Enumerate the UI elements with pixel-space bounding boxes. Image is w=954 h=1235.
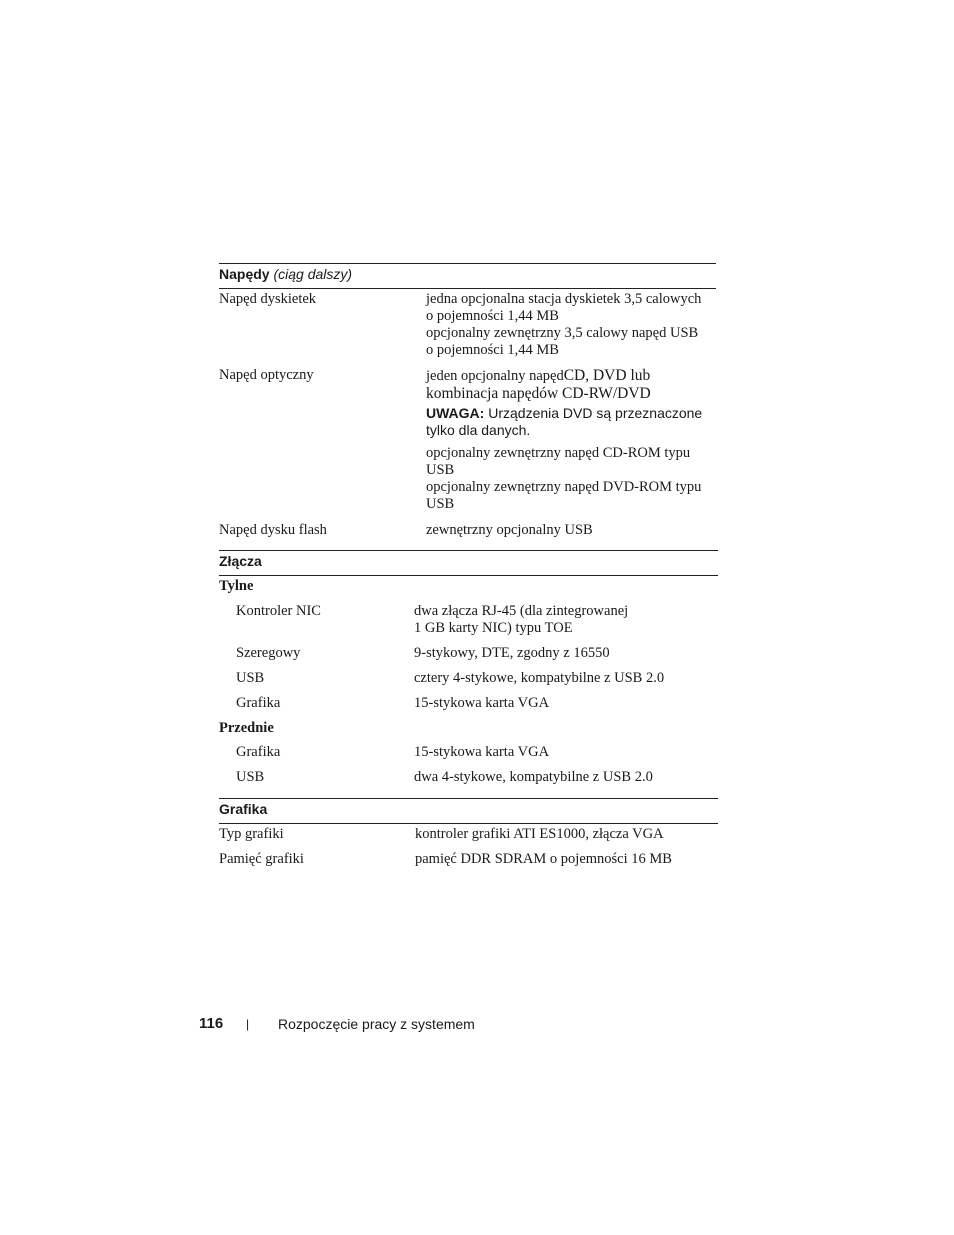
value-line: opcjonalny zewnętrzny 3,5 calowy napęd USB (426, 325, 699, 341)
section-title-connectors: Złącza (219, 553, 262, 569)
connector-serial-value: 9-stykowy, DTE, zgodny z 16550 (414, 645, 610, 661)
value-line: opcjonalny zewnętrzny napęd DVD-ROM typu (426, 479, 702, 495)
drives-optical-note (426, 405, 702, 439)
connector-front-usb-label: USB (236, 769, 265, 785)
drives-header-rule (219, 288, 716, 289)
drives-title: Napędy (219, 266, 270, 282)
note-text: tylko dla danych. (426, 422, 531, 438)
value-line: o pojemności 1,44 MB (426, 342, 559, 358)
value-line-b: CD, DVD lub (563, 367, 651, 384)
drives-row-floppy-value (426, 291, 701, 359)
graphics-type-label: Typ grafiki (219, 826, 284, 842)
value-line-a: jeden opcjonalny napęd (426, 368, 564, 384)
drives-title-suffix: (ciąg dalszy) (273, 266, 353, 282)
value-line: dwa złącza RJ-45 (dla zintegrowanej (414, 603, 629, 619)
note-text: Urządzenia DVD są przeznaczone (488, 405, 703, 421)
connector-nic-label: Kontroler NIC (236, 603, 321, 619)
graphics-type-value: kontroler grafiki ATI ES1000, złącza VGA (415, 826, 664, 842)
graphics-top-rule (219, 798, 718, 799)
connector-rear-usb-value: cztery 4-stykowe, kompatybilne z USB 2.0 (414, 670, 665, 686)
graphics-header-rule (219, 823, 718, 824)
value-line: o pojemności 1,44 MB (426, 308, 559, 324)
value-line (426, 367, 651, 385)
section-title-graphics: Grafika (219, 801, 268, 817)
page-number: 116 (199, 1015, 224, 1032)
connectors-top-rule (219, 550, 718, 551)
drives-row-flash-label: Napęd dysku flash (219, 522, 327, 538)
drives-row-floppy-label: Napęd dyskietek (219, 291, 317, 307)
connectors-header-rule (219, 575, 718, 576)
connector-front-usb-value: dwa 4-stykowe, kompatybilne z USB 2.0 (414, 769, 653, 785)
connector-rear-video-value: 15-stykowa karta VGA (414, 695, 550, 711)
footer-chapter-title: Rozpoczęcie pracy z systemem (278, 1016, 475, 1032)
value-line: USB (426, 496, 455, 512)
connector-rear-video-label: Grafika (236, 695, 281, 711)
drives-top-rule (219, 263, 716, 264)
connector-front-video-value: 15-stykowa karta VGA (414, 744, 550, 760)
section-title-drives (219, 266, 352, 282)
connectors-front-label: Przednie (219, 720, 274, 736)
drives-row-optical-value-after (426, 445, 701, 513)
drives-row-optical-label: Napęd optyczny (219, 367, 314, 383)
graphics-memory-value: pamięć DDR SDRAM o pojemności 16 MB (415, 851, 672, 867)
value-line: jedna opcjonalna stacja dyskietek 3,5 calowych (426, 291, 702, 307)
connector-rear-usb-label: USB (236, 670, 265, 686)
value-line: USB (426, 462, 455, 478)
footer-separator: | (246, 1017, 250, 1031)
connector-front-video-label: Grafika (236, 744, 281, 760)
connector-nic-value (414, 603, 628, 637)
value-line: 1 GB karty NIC) typu TOE (414, 620, 573, 636)
drives-row-optical-value (426, 367, 651, 402)
connector-serial-label: Szeregowy (236, 645, 301, 661)
value-line: kombinacja napędów CD-RW/DVD (426, 385, 651, 402)
note-label: UWAGA: (426, 405, 485, 421)
value-line: opcjonalny zewnętrzny napęd CD-ROM typu (426, 445, 691, 461)
drives-row-flash-value: zewnętrzny opcjonalny USB (426, 522, 593, 538)
connectors-rear-label: Tylne (219, 578, 254, 594)
graphics-memory-label: Pamięć grafiki (219, 851, 304, 867)
